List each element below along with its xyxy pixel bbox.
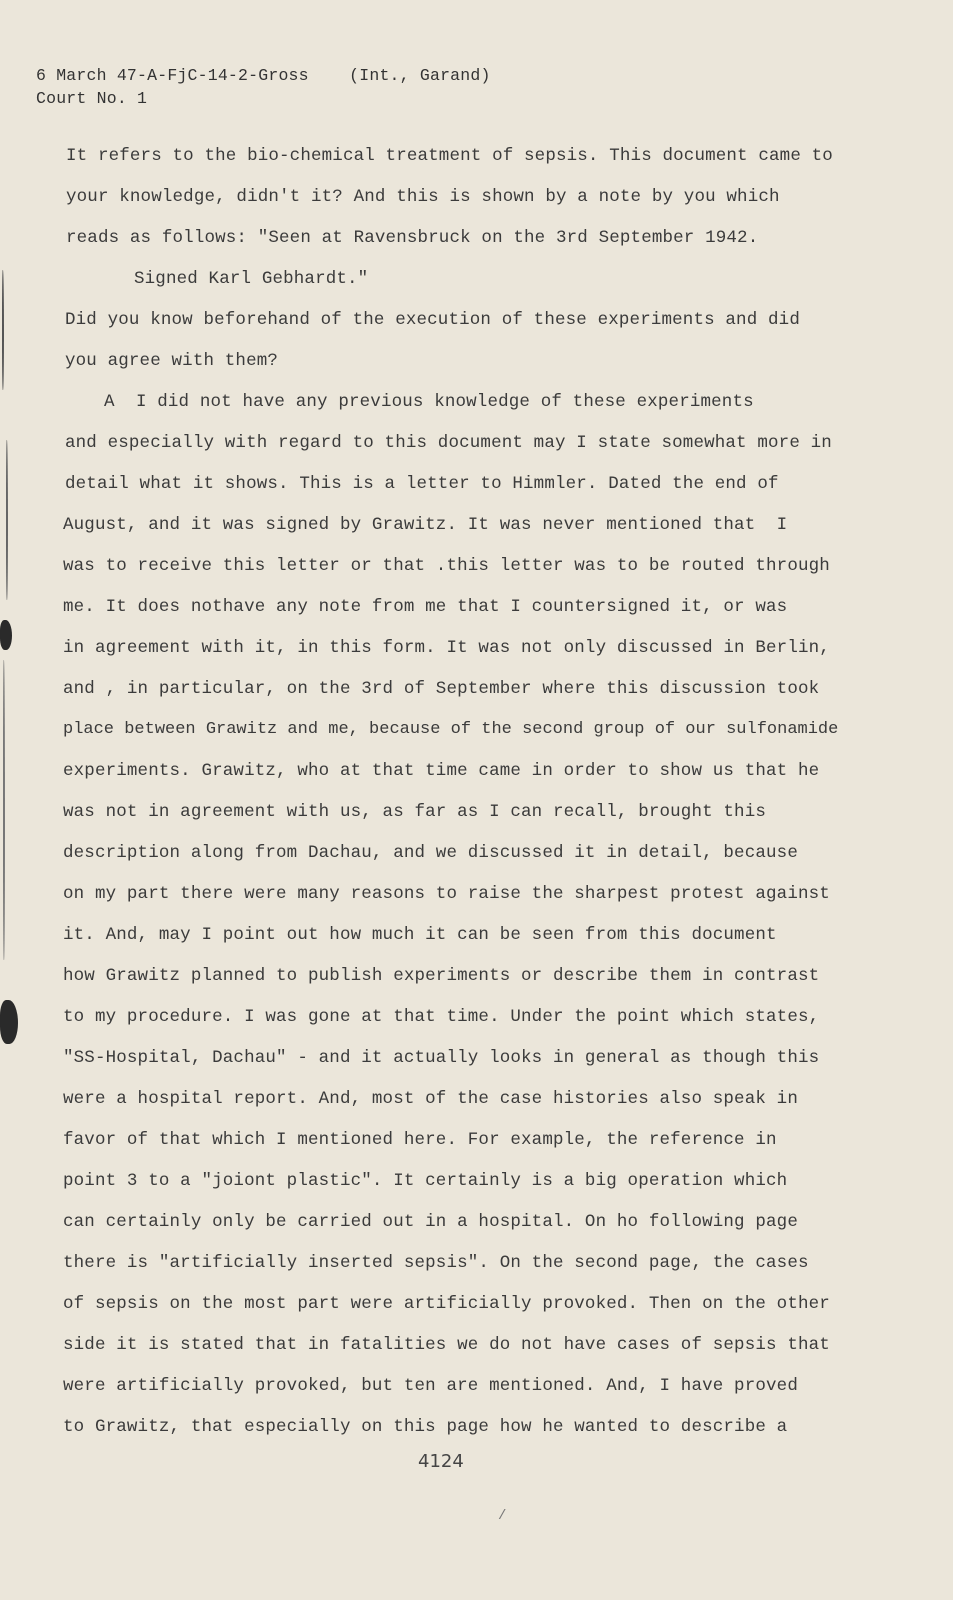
document-header [36, 64, 491, 110]
text-line: in agreement with it, in this form. It was not only discussed in Berlin, [63, 638, 830, 658]
text-line: description along from Dachau, and we discussed it in detail, because [63, 843, 798, 863]
text-line: your knowledge, didn't it? And this is shown by a note by you which [66, 187, 780, 207]
scan-edge-mark [0, 620, 12, 650]
text-line: to Grawitz, that especially on this page how he wanted to describe a [63, 1417, 788, 1437]
footer-mark: / [498, 1508, 507, 1524]
text-line: "SS-Hospital, Dachau" - and it actually looks in general as though this [63, 1048, 820, 1068]
text-line: reads as follows: "Seen at Ravensbruck on the 3rd September 1942. [66, 228, 759, 248]
text-line: there is "artificially inserted sepsis". On the second page, the cases [63, 1253, 809, 1273]
text-line: point 3 to a "joiont plastic". It certainly is a big operation which [63, 1171, 788, 1191]
text-line: and , in particular, on the 3rd of September where this discussion took [63, 679, 820, 699]
text-line: on my part there were many reasons to raise the sharpest protest against [63, 884, 830, 904]
text-line: how Grawitz planned to publish experiments or describe them in contrast [63, 966, 820, 986]
text-line: side it is stated that in fatalities we do not have cases of sepsis that [63, 1335, 830, 1355]
text-line: of sepsis on the most part were artificially provoked. Then on the other [63, 1294, 830, 1314]
text-line: can certainly only be carried out in a hospital. On ho following page [63, 1212, 798, 1232]
page-number: 4124 [418, 1451, 464, 1472]
text-line: August, and it was signed by Grawitz. It was never mentioned that I [63, 515, 788, 535]
text-line: were artificially provoked, but ten are mentioned. And, I have proved [63, 1376, 798, 1396]
text-line: was to receive this letter or that .this letter was to be routed through [63, 556, 830, 576]
scan-edge-mark [6, 440, 8, 600]
text-line: experiments. Grawitz, who at that time came in order to show us that he [63, 761, 820, 781]
header-line-2: Court No. 1 [36, 89, 148, 108]
scan-edge-mark [3, 660, 5, 960]
text-line: It refers to the bio-chemical treatment of sepsis. This document came to [66, 146, 833, 166]
text-line: were a hospital report. And, most of the case histories also speak in [63, 1089, 798, 1109]
text-line: Did you know beforehand of the execution of these experiments and did [65, 310, 800, 330]
text-line: me. It does nothave any note from me that I countersigned it, or was [63, 597, 788, 617]
scan-edge-mark [0, 1000, 18, 1044]
text-line: favor of that which I mentioned here. For example, the reference in [63, 1130, 777, 1150]
text-line: was not in agreement with us, as far as I can recall, brought this [63, 802, 767, 822]
text-line: to my procedure. I was gone at that time. Under the point which states, [63, 1007, 820, 1027]
text-line: and especially with regard to this document may I state somewhat more in [65, 433, 832, 453]
text-line: place between Grawitz and me, because of the second group of our sulfonamide [63, 720, 839, 739]
scan-edge-mark [2, 270, 4, 390]
text-line: A I did not have any previous knowledge of these experiments [104, 392, 754, 412]
text-line: Signed Karl Gebhardt." [134, 269, 369, 289]
text-line: detail what it shows. This is a letter to Himmler. Dated the end of [65, 474, 779, 494]
text-line: you agree with them? [65, 351, 279, 371]
header-line-1: 6 March 47-A-FjC-14-2-Gross (Int., Garand) [36, 66, 491, 85]
text-line: it. And, may I point out how much it can be seen from this document [63, 925, 777, 945]
